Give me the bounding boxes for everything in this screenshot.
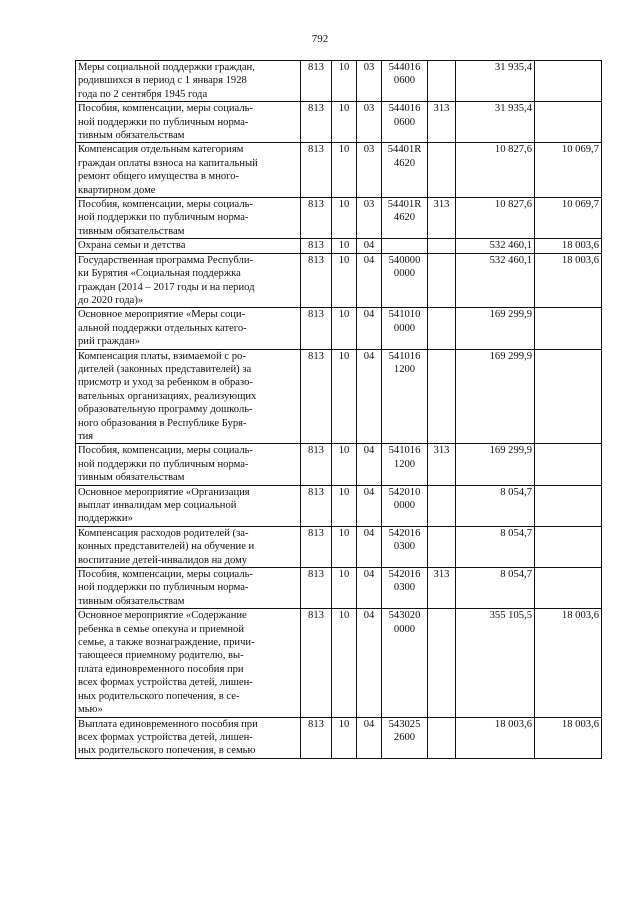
- row-vr: 313: [433, 569, 450, 581]
- row-sum1: 355 105,5: [489, 610, 532, 622]
- row-vr: 313: [433, 103, 450, 115]
- row-pr: 04: [363, 486, 375, 498]
- row-pr-cell: [357, 349, 382, 444]
- row-vr-cell: [428, 485, 456, 526]
- row-sum2-cell: [535, 526, 602, 567]
- row-grbs-cell: [301, 308, 332, 349]
- row-grbs: 813: [308, 144, 324, 156]
- row-grbs: 813: [308, 309, 324, 321]
- row-csr: 544016 0600: [388, 62, 421, 87]
- row-csr: 541016 1200: [388, 445, 421, 470]
- row-sum1-cell: [456, 444, 535, 485]
- row-grbs-cell: [301, 717, 332, 758]
- budget-table: [75, 60, 602, 759]
- table-row: [76, 61, 602, 102]
- row-sum1-cell: [456, 349, 535, 444]
- row-sum2-cell: [535, 308, 602, 349]
- row-grbs: 813: [308, 199, 324, 211]
- row-rz: 10: [338, 199, 350, 211]
- row-sum1: 169 299,9: [489, 350, 532, 362]
- row-name-cell: [76, 102, 301, 143]
- row-grbs: 813: [308, 445, 324, 457]
- row-pr-cell: [357, 526, 382, 567]
- row-vr-cell: [428, 198, 456, 239]
- row-vr-cell: [428, 253, 456, 308]
- row-vr-cell: [428, 61, 456, 102]
- row-rz: 10: [338, 527, 350, 539]
- row-rz-cell: [332, 253, 357, 308]
- row-sum2: 18 003,6: [561, 240, 599, 252]
- row-name-cell: [76, 239, 301, 253]
- row-name: Пособия, компенсации, меры социаль- ной поддержки по публичным норма- тивным обязательствам: [78, 569, 253, 607]
- row-name: Выплата единовременного пособия при всех формах устройства детей, лишен- ных родительского попечения, в семью: [78, 718, 258, 757]
- row-pr: 03: [363, 199, 375, 211]
- table-row: [76, 349, 602, 444]
- row-csr-cell: [382, 61, 428, 102]
- row-vr-cell: [428, 102, 456, 143]
- row-csr-cell: [382, 717, 428, 758]
- row-name-cell: [76, 61, 301, 102]
- row-vr-cell: [428, 526, 456, 567]
- row-pr-cell: [357, 568, 382, 609]
- row-rz-cell: [332, 526, 357, 567]
- row-sum2: 18 003,6: [561, 254, 599, 266]
- row-sum1-cell: [456, 568, 535, 609]
- row-pr: 04: [363, 240, 375, 252]
- row-csr-cell: [382, 526, 428, 567]
- row-rz-cell: [332, 239, 357, 253]
- row-vr-cell: [428, 239, 456, 253]
- table-row: [76, 239, 602, 253]
- row-grbs: 813: [308, 486, 324, 498]
- row-sum1-cell: [456, 609, 535, 717]
- row-pr-cell: [357, 102, 382, 143]
- table-row: [76, 198, 602, 239]
- row-rz: 10: [338, 718, 350, 730]
- row-name-cell: [76, 526, 301, 567]
- row-csr: 541016 1200: [388, 350, 421, 375]
- row-sum1-cell: [456, 239, 535, 253]
- row-csr-cell: [382, 239, 428, 253]
- row-name-cell: [76, 485, 301, 526]
- row-sum2-cell: [535, 61, 602, 102]
- row-csr-cell: [382, 143, 428, 198]
- row-csr: 542016 0300: [388, 569, 421, 594]
- row-rz: 10: [338, 486, 350, 498]
- row-grbs: 813: [308, 610, 324, 622]
- row-csr-cell: [382, 102, 428, 143]
- row-sum2: 10 069,7: [561, 199, 599, 211]
- table-row: [76, 609, 602, 717]
- table-row: [76, 102, 602, 143]
- row-rz: 10: [338, 309, 350, 321]
- row-grbs-cell: [301, 143, 332, 198]
- row-csr-cell: [382, 198, 428, 239]
- row-grbs: 813: [308, 350, 324, 362]
- row-pr-cell: [357, 253, 382, 308]
- row-csr-cell: [382, 253, 428, 308]
- row-sum1: 31 935,4: [494, 103, 532, 115]
- row-grbs-cell: [301, 253, 332, 308]
- row-grbs: 813: [308, 569, 324, 581]
- row-name: Пособия, компенсации, меры социаль- ной поддержки по публичным норма- тивным обязательствам: [78, 445, 253, 484]
- row-rz-cell: [332, 61, 357, 102]
- row-csr-cell: [382, 444, 428, 485]
- row-pr: 04: [363, 445, 375, 457]
- row-sum2-cell: [535, 349, 602, 444]
- row-sum2-cell: [535, 717, 602, 758]
- row-pr: 03: [363, 103, 375, 115]
- row-sum1-cell: [456, 308, 535, 349]
- row-sum1: 31 935,4: [494, 62, 532, 73]
- row-sum1: 10 827,6: [494, 144, 532, 156]
- table-row: [76, 717, 602, 758]
- row-grbs-cell: [301, 568, 332, 609]
- row-sum1: 8 054,7: [500, 486, 532, 498]
- row-sum1: 169 299,9: [489, 445, 532, 457]
- row-name: Основное мероприятие «Меры соци- альной поддержки отдельных катего- рий граждан»: [78, 309, 247, 348]
- row-grbs-cell: [301, 485, 332, 526]
- row-name: Меры социальной поддержки граждан, родившихся в период с 1 января 1928 года по 2 сентября 1945 года: [78, 62, 255, 100]
- row-rz-cell: [332, 609, 357, 717]
- table-body: [76, 61, 602, 759]
- row-rz: 10: [338, 445, 350, 457]
- row-grbs-cell: [301, 198, 332, 239]
- row-pr: 04: [363, 254, 375, 266]
- row-csr-cell: [382, 308, 428, 349]
- row-grbs: 813: [308, 254, 324, 266]
- row-rz: 10: [338, 254, 350, 266]
- row-vr-cell: [428, 143, 456, 198]
- row-rz: 10: [338, 103, 350, 115]
- row-rz-cell: [332, 485, 357, 526]
- row-name-cell: [76, 198, 301, 239]
- row-rz-cell: [332, 308, 357, 349]
- row-name: Государственная программа Республи- ки Бурятия «Социальная поддержка граждан (2014 – 2017 годы и на период до 2020 года)»: [78, 254, 255, 306]
- row-sum2-cell: [535, 239, 602, 253]
- row-sum1-cell: [456, 198, 535, 239]
- row-sum1: 18 003,6: [494, 718, 532, 730]
- row-pr-cell: [357, 61, 382, 102]
- row-pr: 04: [363, 610, 375, 622]
- row-name: Компенсация платы, взимаемой с ро- дителей (законных представителей) за присмотр и уход за ребенком в образо- вательных организациях, реализующих образовательную программу дошколь- ного образования в Республике Буря- тия: [78, 350, 257, 442]
- row-vr: 313: [433, 199, 450, 211]
- row-sum2: 18 003,6: [561, 610, 599, 622]
- row-name: Пособия, компенсации, меры социаль- ной поддержки по публичным норма- тивным обязательствам: [78, 199, 253, 237]
- row-name: Пособия, компенсации, меры социаль- ной поддержки по публичным норма- тивным обязательствам: [78, 103, 253, 142]
- row-pr-cell: [357, 308, 382, 349]
- row-sum1: 10 827,6: [494, 199, 532, 211]
- table-row: [76, 253, 602, 308]
- row-csr: 541010 0000: [388, 309, 421, 334]
- row-pr: 04: [363, 718, 375, 730]
- row-sum1-cell: [456, 717, 535, 758]
- row-grbs: 813: [308, 240, 324, 252]
- row-name-cell: [76, 444, 301, 485]
- table-row: [76, 485, 602, 526]
- row-vr-cell: [428, 444, 456, 485]
- row-vr: 313: [433, 445, 450, 457]
- row-grbs: 813: [308, 718, 324, 730]
- row-name: Охрана семьи и детства: [78, 240, 186, 252]
- row-sum1: 8 054,7: [500, 527, 532, 539]
- row-csr-cell: [382, 349, 428, 444]
- row-vr-cell: [428, 308, 456, 349]
- row-rz: 10: [338, 240, 350, 252]
- row-sum1-cell: [456, 253, 535, 308]
- row-rz-cell: [332, 444, 357, 485]
- row-rz: 10: [338, 144, 350, 156]
- row-rz-cell: [332, 143, 357, 198]
- row-pr-cell: [357, 717, 382, 758]
- row-pr-cell: [357, 198, 382, 239]
- row-csr: 54401R 4620: [387, 144, 422, 169]
- row-pr: 03: [363, 62, 375, 73]
- row-name-cell: [76, 568, 301, 609]
- row-sum2-cell: [535, 609, 602, 717]
- row-rz: 10: [338, 62, 350, 73]
- row-grbs: 813: [308, 527, 324, 539]
- row-csr: 544016 0600: [388, 103, 421, 128]
- row-grbs-cell: [301, 444, 332, 485]
- row-pr-cell: [357, 609, 382, 717]
- row-csr-cell: [382, 609, 428, 717]
- row-sum2-cell: [535, 143, 602, 198]
- row-grbs-cell: [301, 609, 332, 717]
- table-row: [76, 568, 602, 609]
- row-name-cell: [76, 717, 301, 758]
- page-number: 792: [311, 33, 329, 45]
- row-grbs-cell: [301, 349, 332, 444]
- table-row: [76, 143, 602, 198]
- row-sum2-cell: [535, 198, 602, 239]
- row-grbs-cell: [301, 61, 332, 102]
- row-name-cell: [76, 143, 301, 198]
- row-sum1: 532 460,1: [489, 254, 532, 266]
- row-vr-cell: [428, 717, 456, 758]
- row-rz-cell: [332, 349, 357, 444]
- row-sum1-cell: [456, 61, 535, 102]
- row-csr: 542010 0000: [388, 486, 421, 511]
- row-grbs-cell: [301, 239, 332, 253]
- row-sum1-cell: [456, 102, 535, 143]
- row-rz: 10: [338, 350, 350, 362]
- row-name: Компенсация расходов родителей (за- конных представителей) на обучение и воспитание детей-инвалидов на дому: [78, 527, 255, 566]
- row-grbs-cell: [301, 102, 332, 143]
- row-sum2-cell: [535, 102, 602, 143]
- table-row: [76, 526, 602, 567]
- row-sum1: 169 299,9: [489, 309, 532, 321]
- row-pr: 04: [363, 350, 375, 362]
- row-name: Компенсация отдельным категориям граждан оплаты взноса на капитальный ремонт общего имущества в много- квартирном доме: [78, 144, 258, 196]
- row-sum2-cell: [535, 485, 602, 526]
- row-pr: 03: [363, 144, 375, 156]
- row-csr: 540000 0000: [388, 254, 421, 280]
- row-vr-cell: [428, 349, 456, 444]
- row-rz-cell: [332, 568, 357, 609]
- row-sum1: 8 054,7: [500, 569, 532, 581]
- row-rz-cell: [332, 717, 357, 758]
- row-sum1-cell: [456, 143, 535, 198]
- row-csr: 543020 0000: [388, 610, 421, 635]
- row-csr-cell: [382, 568, 428, 609]
- table-row: [76, 444, 602, 485]
- row-grbs: 813: [308, 62, 324, 73]
- row-rz-cell: [332, 198, 357, 239]
- row-pr-cell: [357, 143, 382, 198]
- row-vr-cell: [428, 568, 456, 609]
- row-grbs: 813: [308, 103, 324, 115]
- row-sum1-cell: [456, 526, 535, 567]
- row-csr: 543025 2600: [388, 718, 421, 743]
- row-sum1-cell: [456, 485, 535, 526]
- row-sum1: 532 460,1: [489, 240, 532, 252]
- row-grbs-cell: [301, 526, 332, 567]
- row-pr-cell: [357, 444, 382, 485]
- row-name: Основное мероприятие «Содержание ребенка в семье опекуна и приемной семье, а также вознаграждение, причи- тающееся приемному родителю, вы- плата единовременного пособия при всех формах устройства детей, лишен- ных родительского попечения, в се- мью»: [78, 610, 255, 716]
- row-name-cell: [76, 253, 301, 308]
- row-sum2: 18 003,6: [561, 718, 599, 730]
- row-rz-cell: [332, 102, 357, 143]
- row-pr-cell: [357, 485, 382, 526]
- row-name-cell: [76, 349, 301, 444]
- row-sum2-cell: [535, 444, 602, 485]
- row-csr-cell: [382, 485, 428, 526]
- row-pr: 04: [363, 527, 375, 539]
- table-row: [76, 308, 602, 349]
- row-pr: 04: [363, 309, 375, 321]
- row-vr-cell: [428, 609, 456, 717]
- row-rz: 10: [338, 610, 350, 622]
- row-name-cell: [76, 609, 301, 717]
- row-csr: 54401R 4620: [387, 199, 422, 224]
- row-sum2-cell: [535, 568, 602, 609]
- row-csr: 542016 0300: [388, 527, 421, 553]
- row-rz: 10: [338, 569, 350, 581]
- row-name: Основное мероприятие «Организация выплат инвалидам мер социальной поддержки»: [78, 486, 250, 525]
- row-pr-cell: [357, 239, 382, 253]
- row-sum2: 10 069,7: [561, 144, 599, 156]
- row-name-cell: [76, 308, 301, 349]
- row-sum2-cell: [535, 253, 602, 308]
- row-pr: 04: [363, 569, 375, 581]
